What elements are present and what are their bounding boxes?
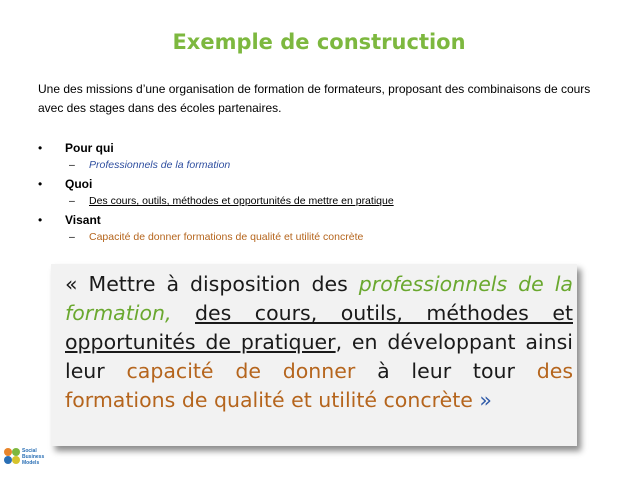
bullet-marker: • bbox=[38, 213, 43, 227]
social-business-models-logo bbox=[2, 446, 44, 478]
logo-line: Social bbox=[22, 448, 37, 454]
logo-icon bbox=[2, 446, 22, 466]
dash-marker: – bbox=[69, 195, 75, 207]
dash-marker: – bbox=[69, 231, 75, 243]
quote-capacity: capacité de donner bbox=[126, 359, 356, 383]
sub-item-text: Des cours, outils, méthodes et opportunités de mettre en pratique bbox=[89, 195, 394, 207]
bullet-list bbox=[38, 140, 608, 248]
sub-item-text: Capacité de donner formations de qualité et utilité concrète bbox=[89, 231, 364, 243]
bullet-label: Quoi bbox=[65, 177, 93, 191]
logo-line: Business bbox=[22, 454, 45, 460]
quote-outcome: des formations de qualité et utilité concrète bbox=[65, 359, 574, 412]
logo-text bbox=[22, 448, 44, 466]
quote-mid: , en développant ainsi leur bbox=[65, 330, 573, 383]
bullet-quoi bbox=[38, 176, 608, 192]
bullet-label: Pour qui bbox=[65, 141, 114, 155]
quote-offer: des cours, outils, méthodes et opportunités de pratiquer bbox=[65, 301, 573, 354]
logo-line: Models bbox=[22, 460, 40, 466]
sub-item-visant bbox=[38, 228, 608, 248]
bullet-marker: • bbox=[38, 141, 43, 155]
bullet-marker: • bbox=[38, 177, 43, 191]
slide-title: Exemple de construction bbox=[172, 30, 466, 54]
sub-item-pour-qui bbox=[38, 156, 608, 176]
bullet-visant bbox=[38, 212, 608, 228]
quote-box bbox=[51, 264, 577, 446]
quote-space bbox=[172, 301, 196, 325]
bullet-label: Visant bbox=[65, 213, 101, 227]
quote-text bbox=[65, 270, 573, 415]
intro-paragraph: Une des missions d’une organisation de formation de formateurs, proposant des combinaisons de cours avec des stages dans des écoles partenaires. bbox=[38, 82, 591, 115]
dash-marker: – bbox=[69, 159, 75, 171]
quote-close: » bbox=[479, 388, 492, 412]
quote-open: « Mettre à disposition des bbox=[65, 272, 359, 296]
quote-mid2: à leur tour bbox=[355, 359, 537, 383]
bullet-pour-qui bbox=[38, 140, 608, 156]
sub-item-quoi bbox=[38, 192, 608, 212]
sub-item-text: Professionnels de la formation bbox=[89, 159, 231, 171]
quote-professionals: professionnels de la formation, bbox=[65, 272, 573, 325]
